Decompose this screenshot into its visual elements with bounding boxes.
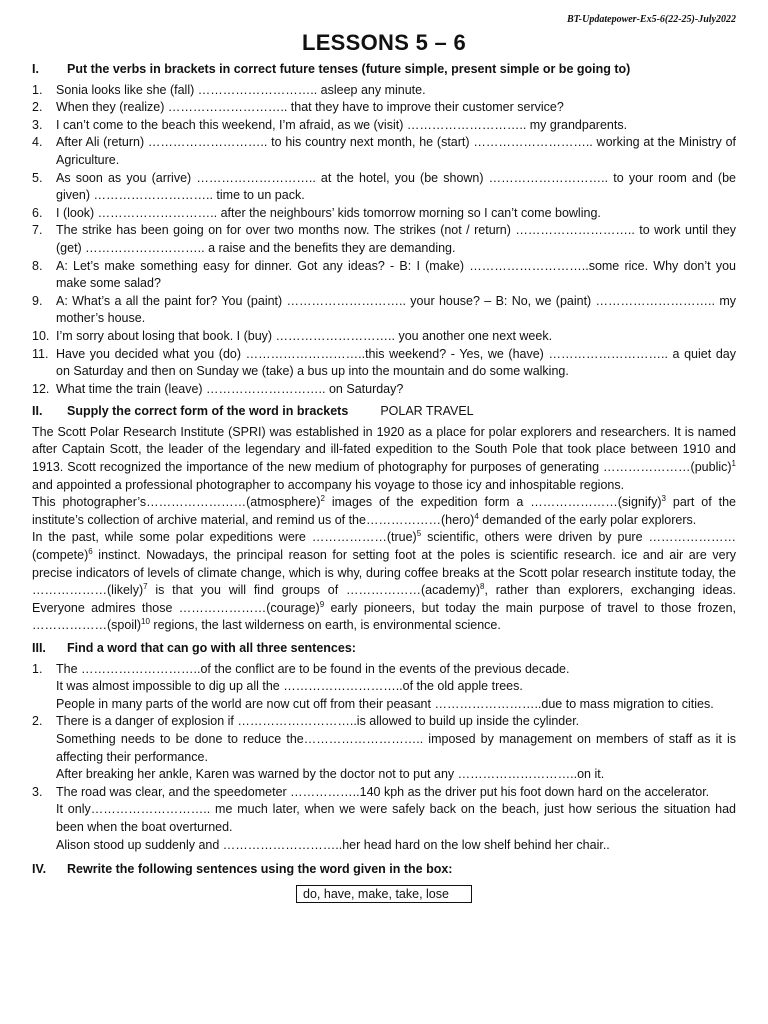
section-4-instruction: Rewrite the following sentences using the word given in the box: — [67, 862, 453, 877]
item-text: A: What’s a all the paint for? You (paint) ……………………….. your house? – B: No, we (paint) ……………………….. my mother’s house. — [56, 293, 736, 326]
item-number: 10. — [32, 328, 50, 343]
polar-travel-passage — [32, 424, 736, 635]
exercise-item — [32, 99, 736, 117]
section-2-heading — [32, 403, 736, 421]
section-2-instruction: Supply the correct form of the word in brackets — [67, 404, 349, 419]
exercise-item — [32, 222, 736, 257]
section-1-instruction: Put the verbs in brackets in correct future tenses (future simple, present simple or be going to) — [67, 62, 631, 76]
section-1-number: I. — [32, 62, 39, 76]
item-number: 11. — [32, 346, 49, 361]
blank-number: 7 — [143, 582, 148, 592]
sentence: It only……………………….. me much later, when we were safely back on the beach, just how serious the situation had been when the boat overturned. — [56, 802, 736, 834]
word-box: do, have, make, take, lose — [296, 885, 472, 903]
item-number: 4. — [32, 135, 43, 150]
sentence: After breaking her ankle, Karen was warned by the doctor not to put any ………………………..on it. — [56, 767, 605, 782]
item-number: 5. — [32, 170, 43, 185]
passage-text: demanded of the early polar explorers. — [478, 512, 697, 527]
item-text: I can’t come to the beach this weekend, I’m afraid, as we (visit) ……………………….. my grandparents. — [56, 117, 628, 132]
item-text: When they (realize) ……………………….. that they have to improve their customer service? — [56, 100, 564, 115]
passage-title: POLAR TRAVEL — [380, 404, 474, 419]
section-2-number: II. — [32, 404, 43, 419]
section-3-list — [32, 661, 736, 855]
item-number: 12. — [32, 381, 50, 396]
word-box-wrapper — [32, 885, 736, 904]
item-number: 2. — [32, 100, 43, 115]
item-sentences — [56, 661, 736, 714]
passage-text: and appointed a professional photographer to accompany his voyage to those icy and inhospitable regions. — [32, 477, 625, 492]
exercise-item — [32, 205, 736, 223]
section-3-number: III. — [32, 641, 46, 655]
item-text: After Ali (return) ……………………….. to his country next month, he (start) ……………………….. working at the Ministry of Agriculture. — [56, 135, 736, 167]
passage-paragraph — [32, 529, 736, 635]
item-number: 6. — [32, 205, 43, 220]
section-1-heading — [32, 61, 736, 79]
passage-paragraph — [32, 494, 736, 529]
item-number: 7. — [32, 223, 43, 238]
exercise-item — [32, 784, 736, 854]
sentence: Something needs to be done to reduce the……………………….. imposed by management on members of staff as it is affecting their performance. — [56, 731, 736, 764]
item-number: 3. — [32, 784, 43, 799]
sentence: People in many parts of the world are now cut off from their peasant ……………………..due to mass migration to cities. — [56, 696, 714, 711]
item-number: 9. — [32, 293, 43, 308]
passage-text: The Scott Polar Research Institute (SPRI) was established in 1920 as a place for polar explorers and researchers. It is named after Captain Scott, the leader of the legendary and ill-fated expedition to the South Pole that took place between 1910 and 1913. Scott recognized the importance of the new medium of photography for purposes of generating …………………(public) — [32, 424, 736, 475]
item-number: 1. — [32, 82, 43, 97]
blank-number: 2 — [320, 494, 325, 504]
exercise-item — [32, 170, 736, 205]
passage-text: This photographer’s……………………(atmosphere) — [32, 495, 321, 510]
sentence: Alison stood up suddenly and ………………………..her head hard on the low shelf behind her chair.. — [56, 837, 610, 852]
exercise-item — [32, 293, 736, 328]
item-text: Sonia looks like she (fall) ……………………….. asleep any minute. — [56, 82, 426, 97]
blank-number: 5 — [416, 529, 422, 539]
exercise-item — [32, 328, 736, 346]
section-4-number: IV. — [32, 862, 47, 877]
item-number: 8. — [32, 258, 43, 273]
sentence: There is a danger of explosion if ………………………..is allowed to build up inside the cylinder. — [56, 714, 580, 729]
item-text: The strike has been going on for over two months now. The strikes (not / return) ……………………….. to work until they (get) ……………………….. a raise and the benefits they are demanding. — [56, 223, 736, 255]
item-text: As soon as you (arrive) ……………………….. at the hotel, you (be shown) ……………………….. to your room and (be given) ……………………….. time to un pack. — [56, 170, 736, 203]
item-text: What time the train (leave) ……………………….. on Saturday? — [56, 381, 404, 396]
blank-number: 8 — [480, 582, 485, 592]
exercise-item — [32, 117, 736, 135]
worksheet-page — [32, 12, 736, 903]
item-number: 1. — [32, 661, 43, 676]
exercise-item — [32, 346, 736, 381]
item-sentences — [56, 784, 736, 854]
exercise-item — [32, 258, 736, 293]
exercise-item — [32, 82, 736, 100]
blank-number: 4 — [474, 511, 479, 521]
page-title: LESSONS 5 – 6 — [301, 30, 467, 55]
section-4-heading — [32, 861, 736, 879]
passage-paragraph — [32, 424, 736, 494]
passage-text: , rather than explorers, exchanging ideas. Everyone admires those …………………(courage) — [32, 583, 736, 615]
section-1-list — [32, 82, 736, 399]
item-text: I (look) ……………………….. after the neighbours’ kids tomorrow morning so I can’t come bowling. — [56, 205, 601, 220]
passage-text: instinct. Nowadays, the principal reason for setting foot at the poles is scientific research. ice and air are very precise indicators of levels of climate change, which is why, during coffee breaks at the Scott polar research institute today, the ………………(likely) — [32, 548, 736, 598]
passage-text: In the past, while some polar expeditions were ………………(true) — [32, 530, 417, 545]
exercise-item — [32, 713, 736, 783]
passage-text: part of the institute’s collection of archive material, and remind us of the………………(hero) — [32, 495, 736, 527]
section-3-heading — [32, 640, 736, 658]
passage-text: is that you will find groups of ………………(academy) — [147, 583, 481, 598]
header-reference: BT-Updatepower-Ex5-6(22-25)-July2022 — [566, 14, 736, 25]
sentence: The ………………………..of the conflict are to be found in the events of the previous decade. — [56, 661, 570, 676]
blank-number: 3 — [661, 494, 666, 504]
section-3-instruction: Find a word that can go with all three sentences: — [67, 641, 356, 655]
item-text: A: Let’s make something easy for dinner. Got any ideas? - B: I (make) ………………………..some rice. Why don’t you make some salad? — [56, 258, 736, 291]
blank-number: 6 — [88, 546, 93, 556]
passage-text: early pioneers, but today the main purpose of travel to those frozen, ………………(spoil) — [32, 600, 736, 633]
exercise-item — [32, 381, 736, 399]
blank-number: 1 — [731, 458, 736, 468]
item-number: 2. — [32, 714, 43, 729]
item-text: Have you decided what you (do) ………………………..this weekend? - Yes, we (have) ……………………….. a quiet day on Saturday and then on Sunday we (take) a bus up into the mountain and do some walking. — [56, 346, 736, 379]
item-sentences — [56, 713, 736, 783]
passage-text: images of the expedition form a …………………(signify) — [324, 495, 662, 510]
exercise-item — [32, 661, 736, 714]
passage-text: regions, the last wilderness on earth, is environmental science. — [149, 618, 501, 633]
sentence: It was almost impossible to dig up all the ………………………..of the old apple trees. — [56, 679, 523, 694]
passage-text: scientific, others were driven by pure ………………… (compete) — [32, 530, 736, 563]
sentence: The road was clear, and the speedometer ……………..140 kph as the driver put his foot down hard on the accelerator. — [56, 784, 710, 799]
item-number: 3. — [32, 117, 43, 132]
exercise-item — [32, 134, 736, 169]
blank-number: 10 — [141, 617, 150, 627]
blank-number: 9 — [319, 599, 325, 609]
item-text: I’m sorry about losing that book. I (buy) ……………………….. you another one next week. — [56, 328, 553, 343]
